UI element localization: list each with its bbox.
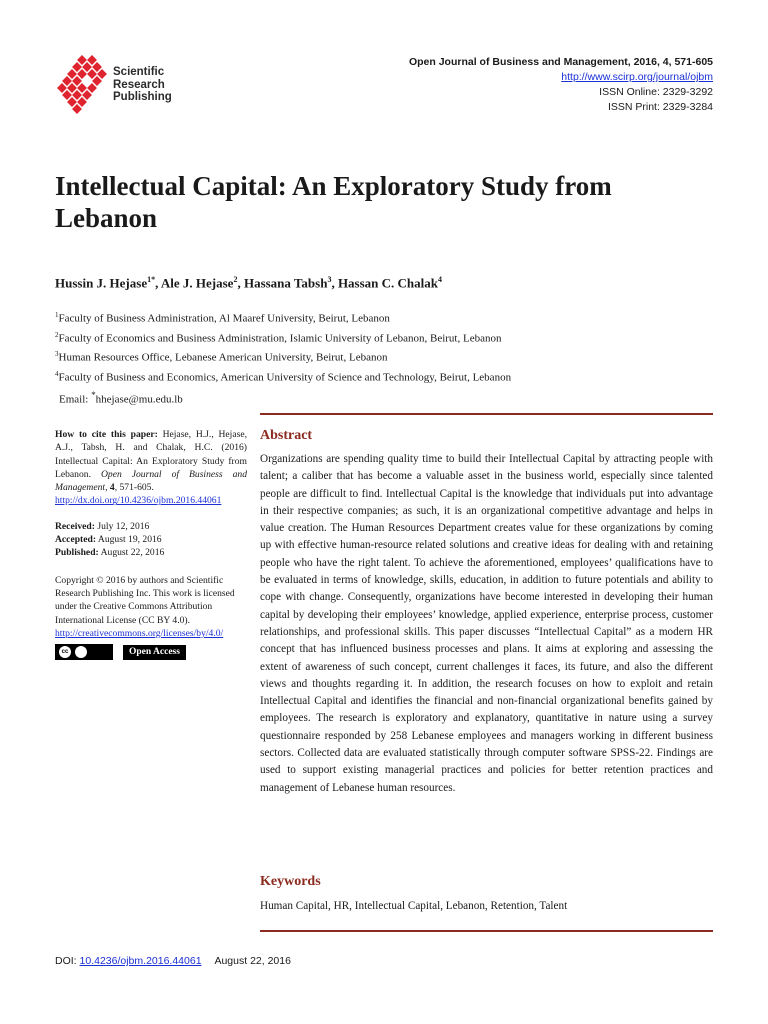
logo-diamond — [72, 90, 82, 100]
logo-diamond — [87, 69, 97, 79]
publisher-name-line1: Scientific — [113, 66, 165, 78]
author-list: Hussin J. Hejase$^{1*}$, Ale J. Hejase$^2$, Hassana Tabsh$^3$, Hassan C. Chalak$^4$ — [55, 275, 442, 291]
journal-citation: Open Journal of Business and Management, 2016, 4, 571-605 — [408, 56, 713, 68]
cite-text: Hejase, H.J., Hejase, A.J., Tabsh, H. and Chalak, H.C. (2016) Intellectual Capital: An Exploratory Study from Lebanon. — [55, 429, 247, 480]
cc-icon: cc — [59, 646, 71, 658]
journal-url-link[interactable]: http://www.scirp.org/journal/ojbm — [561, 71, 713, 83]
license-badges — [55, 644, 247, 660]
keywords-heading: Keywords — [260, 874, 321, 889]
license-link[interactable]: http://creativecommons.org/licenses/by/4.0/ — [55, 627, 224, 639]
issn-online: ISSN Online: 2329-3292 — [599, 86, 713, 98]
cite-volume: 4 — [109, 482, 115, 494]
copyright-text: Copyright © 2016 by authors and Scientific Research Publishing Inc. This work is licensed under the Creative Commons Attribution International License (CC BY 4.0). — [55, 574, 235, 626]
keywords-bottom-rule — [260, 930, 713, 932]
open-access-badge: Open Access — [123, 645, 186, 660]
footer-doi-label: DOI: — [55, 955, 77, 967]
logo-diamond — [87, 83, 97, 93]
logo-diamond — [77, 69, 87, 79]
logo-diamond — [72, 76, 82, 86]
logo-diamond — [92, 62, 102, 72]
affiliation-item: $^2$Faculty of Economics and Business Administration, Islamic University of Lebanon, Beirut, Lebanon — [55, 330, 502, 345]
publisher-name-line2: Research — [113, 78, 165, 91]
author-affil-sup: 2 — [233, 275, 238, 284]
by-person-icon — [75, 646, 87, 658]
abstract-top-rule — [260, 413, 713, 415]
cite-journal: Open Journal of Business and Management — [55, 468, 247, 494]
journal-info — [409, 55, 713, 115]
logo-diamond — [87, 55, 97, 65]
paper-title: Intellectual Capital: An Exploratory Study from Lebanon — [55, 171, 612, 233]
logo-diamond — [72, 62, 82, 72]
logo-diamond — [67, 83, 77, 93]
affiliation-item: $^4$Faculty of Business and Economics, American University of Science and Technology, Beirut, Lebanon — [55, 369, 512, 384]
date-block — [55, 520, 247, 560]
logo-diamond — [77, 55, 87, 65]
logo-diamond — [97, 69, 107, 79]
published-date: August 22, 2016 — [100, 547, 165, 559]
email-line: Email: *hhejase@mu.edu.lb — [59, 389, 183, 406]
logo-diamond-cluster — [57, 55, 107, 114]
logo-diamond — [77, 97, 87, 107]
keywords-text: Human Capital, HR, Intellectual Capital, Lebanon, Retention, Talent — [260, 900, 568, 912]
author-affil-sup: 3 — [327, 275, 332, 284]
accepted-label: Accepted: — [55, 534, 97, 546]
logo-diamond — [82, 62, 92, 72]
logo-diamond — [67, 97, 77, 107]
affiliation-item: $^3$Human Resources Office, Lebanese American University, Beirut, Lebanon — [55, 350, 388, 364]
logo-diamond — [72, 104, 82, 114]
published-label: Published: — [55, 547, 99, 559]
logo-diamond — [67, 69, 77, 79]
cc-by-badge-icon[interactable] — [55, 644, 113, 660]
abstract-heading: Abstract — [260, 428, 313, 443]
cite-label: How to cite this paper: — [55, 429, 158, 440]
logo-diamond — [77, 83, 87, 93]
publisher-name-line3: Publishing — [113, 91, 172, 103]
article-sidebar — [55, 428, 247, 660]
logo-diamond — [57, 83, 67, 93]
affiliation-list — [55, 307, 511, 407]
email-address[interactable]: hhejase@mu.edu.lb — [95, 393, 183, 406]
logo-diamond — [62, 76, 72, 86]
author-affil-sup: 4 — [438, 275, 442, 284]
logo-diamond — [92, 76, 102, 86]
page-footer — [55, 955, 291, 967]
author-name: Hassana Tabsh — [243, 275, 328, 291]
author-name: Hussin J. Hejase — [55, 275, 148, 291]
received-label: Received: — [55, 520, 95, 532]
logo-diamond — [82, 90, 92, 100]
email-label: Email: — [59, 393, 89, 406]
accepted-date: August 19, 2016 — [97, 534, 162, 546]
author-name: Hassan C. Chalak — [337, 275, 438, 291]
footer-date: August 22, 2016 — [214, 955, 291, 967]
citation-block: How to cite this paper: Hejase, H.J., Hejase, A.J., Tabsh, H. and Chalak, H.C. (2016) Intellectual Capital: An Exploratory Study from Lebanon. Open Journal of Business and Management, 4, 571-605. http://dx.doi.org/10.4236/ojbm.2016.44061 — [55, 429, 247, 507]
issn-print: ISSN Print: 2329-3284 — [607, 101, 713, 113]
abstract-text: Organizations are spending quality time to build their Intellectual Capital by attracting people with talent; a caliber that has become a valuable asset in the business world, especially since talented people are difficult to find. Intellectual Capital is the knowledge that individuals put into advantage in their respective companies; as such, it is an organizational competitive advantage and helps in value creation. The Human Resources Department creates value for these organizations by coming up with effective human-resource related solutions and creative ideas for dealing with and retaining people who have the right talent. To achieve the aforementioned, employees’ qualifications have to be evaluated in terms of knowledge, skills, education, in addition to future potentials and ability to cope with change. Consequently, organizations have become interested in developing their human capital by developing their employees’ knowledge, applied experience, enterprise process, customer relationships, and professional skills. This paper discusses “Intellectual Capital” as a modern HR concept that has influenced business processes and plans. It aims at exploring and assessing the extent of awareness of such concept, current challenges it faces, its future, and also the different views and thoughts regarding it. In addition, the research focuses on how to exploit and retain Intellectual Capital and identifies the financial and non-financial organizational benefits gained by employees. The research is exploratory and explanatory, quantitative in nature using a survey questionnaire responded by 258 Lebanese employees and managers working in different business sectors. Collected data are evaluated statistically through computer software SPSS-22. Findings are used to support existing managerial practices and policies for better retention practices and management of Lebanese human resources. — [260, 453, 713, 794]
cite-doi-link[interactable]: http://dx.doi.org/10.4236/ojbm.2016.44061 — [55, 495, 222, 507]
cite-pages: , 571-605. — [114, 482, 154, 494]
footer-doi-link[interactable]: 10.4236/ojbm.2016.44061 — [79, 955, 202, 967]
logo-diamond — [62, 90, 72, 100]
publisher-name — [113, 66, 172, 104]
author-affil-sup: 1* — [147, 275, 156, 284]
copyright-block — [55, 574, 247, 660]
received-date: July 12, 2016 — [97, 520, 150, 532]
affiliation-item: $^1$Faculty of Business Administration, Al Maaref University, Beirut, Lebanon — [55, 311, 390, 325]
author-name: Ale J. Hejase — [160, 275, 234, 291]
